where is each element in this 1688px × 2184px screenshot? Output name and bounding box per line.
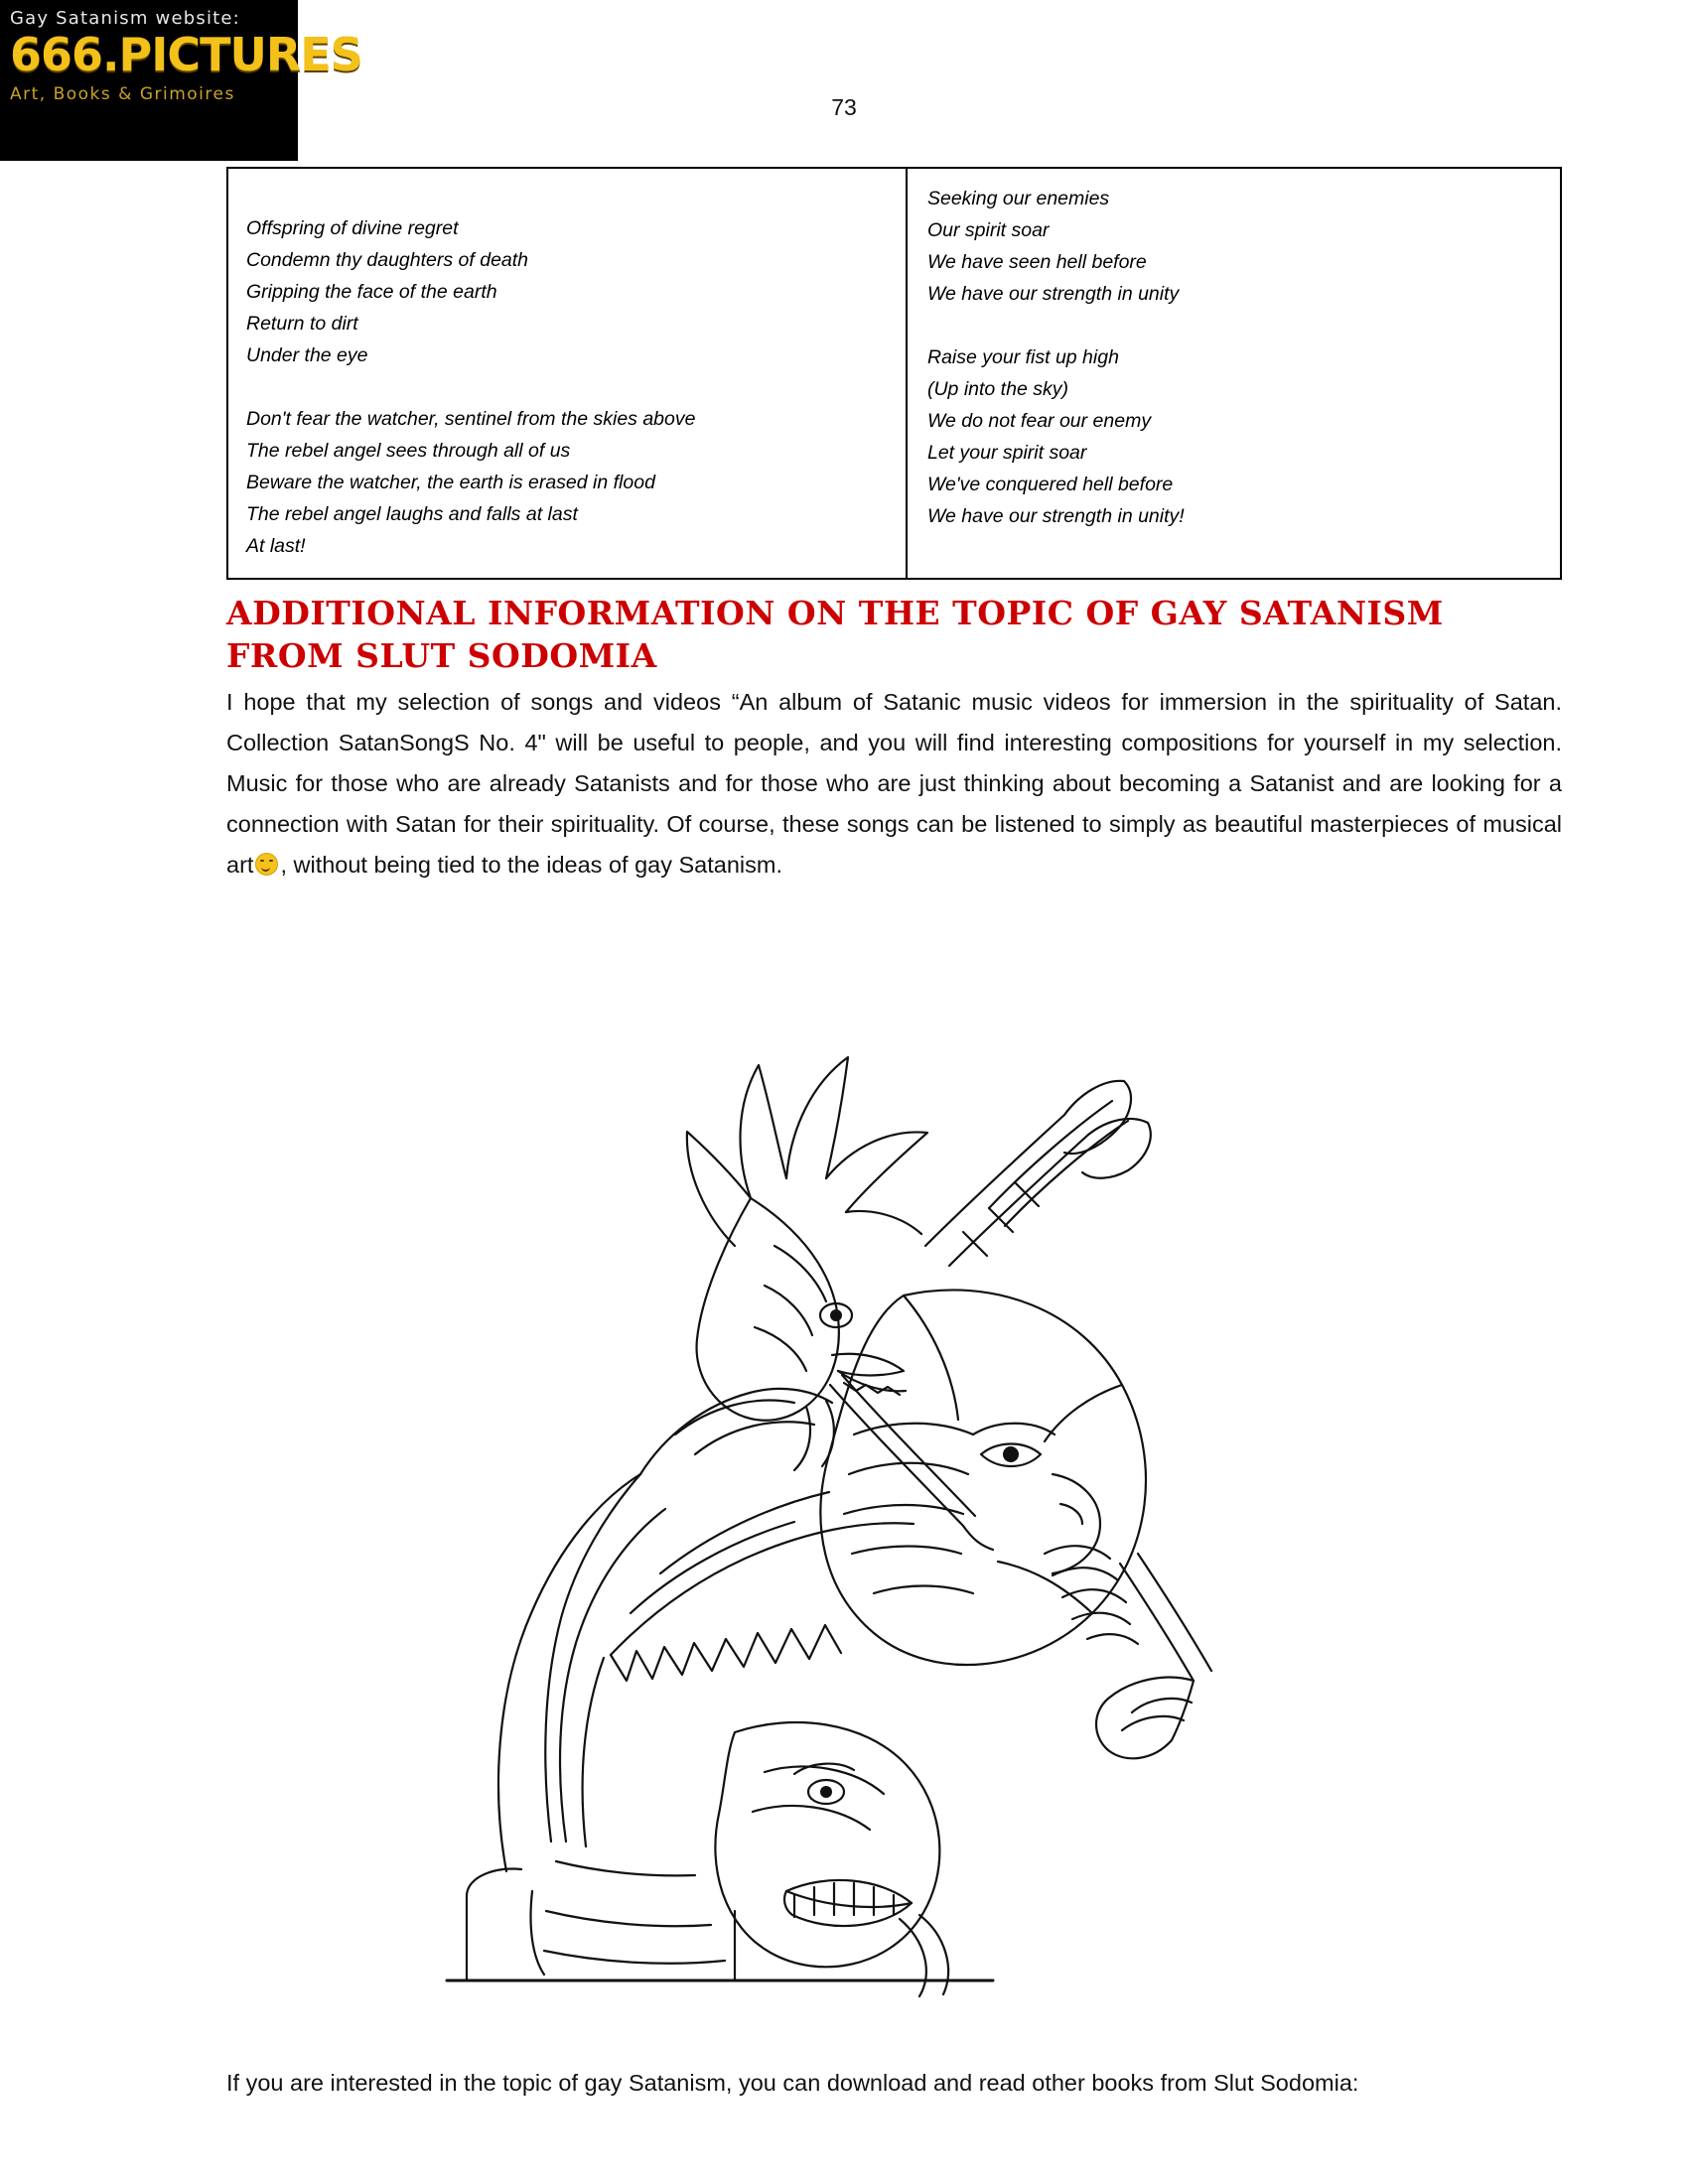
logo-tagline: Gay Satanism website: xyxy=(10,8,240,29)
lyric-spacer xyxy=(246,371,906,403)
paragraph-text-part-1: I hope that my selection of songs and videos “An album of Satanic music videos for immersion in the spirituality of Satan. Collection SatanSongS No. 4" will be useful to people, and you will find interesting compositions for yourself in my selection. Music for those who are already Satanists and for those who are just thinking about becoming a Satanist and are looking for a connection with Satan for their spirituality. Of course, these songs can be listened to simply as beautiful masterpieces of musical art xyxy=(226,688,1562,878)
lyric-line: Beware the watcher, the earth is erased in flood xyxy=(246,472,655,493)
body-paragraph xyxy=(226,682,1562,886)
lyric-line: Return to dirt xyxy=(246,313,358,335)
lyric-line: Seeking our enemies xyxy=(926,188,1110,209)
lyrics-table xyxy=(226,167,1562,580)
lyric-line: Under the eye xyxy=(246,344,368,366)
lyric-line: Don't fear the watcher, sentinel from the skies above xyxy=(246,408,696,430)
lyric-line: Condemn thy daughters of death xyxy=(246,249,529,271)
lyric-line: Gripping the face of the earth xyxy=(246,281,497,303)
lyric-line: We do not fear our enemy xyxy=(926,410,1152,432)
lyric-spacer xyxy=(927,310,1560,341)
engraving-demon-playing-horn-illustration xyxy=(437,918,1271,2000)
lyric-line: We have our strength in unity! xyxy=(926,505,1185,527)
lyric-line: Our spirit soar xyxy=(926,219,1050,241)
lyric-line: The rebel angel laughs and falls at last xyxy=(246,503,578,525)
paragraph-text-part-2: , without being tied to the ideas of gay Satanism. xyxy=(280,851,782,878)
lyrics-column-left xyxy=(228,169,908,578)
lyric-line: At last! xyxy=(246,535,306,557)
section-heading: ADDITIONAL INFORMATION ON THE TOPIC OF GAY SATANISM FROM SLUT SODOMIA xyxy=(226,594,1444,675)
lyric-line: We've conquered hell before xyxy=(926,474,1174,495)
footer-note: If you are interested in the topic of gay Satanism, you can download and read other books from Slut Sodomia: xyxy=(226,2069,1359,2096)
lyric-line: We have our strength in unity xyxy=(926,283,1180,305)
lyric-line: Let your spirit soar xyxy=(926,442,1087,464)
logo-title: 666.PICTURES xyxy=(10,28,362,81)
lyric-line: The rebel angel sees through all of us xyxy=(246,440,571,462)
page-number: 73 xyxy=(831,94,857,120)
lyric-line: Offspring of divine regret xyxy=(246,217,459,239)
lyric-line: Raise your fist up high xyxy=(926,346,1119,368)
lyric-line: (Up into the sky) xyxy=(926,378,1068,400)
smiling-face-icon xyxy=(255,853,278,876)
site-logo-block xyxy=(0,0,362,161)
lyric-line: We have seen hell before xyxy=(926,251,1147,273)
logo-subtitle: Art, Books & Grimoires xyxy=(10,84,235,105)
lyrics-column-right xyxy=(908,169,1560,578)
